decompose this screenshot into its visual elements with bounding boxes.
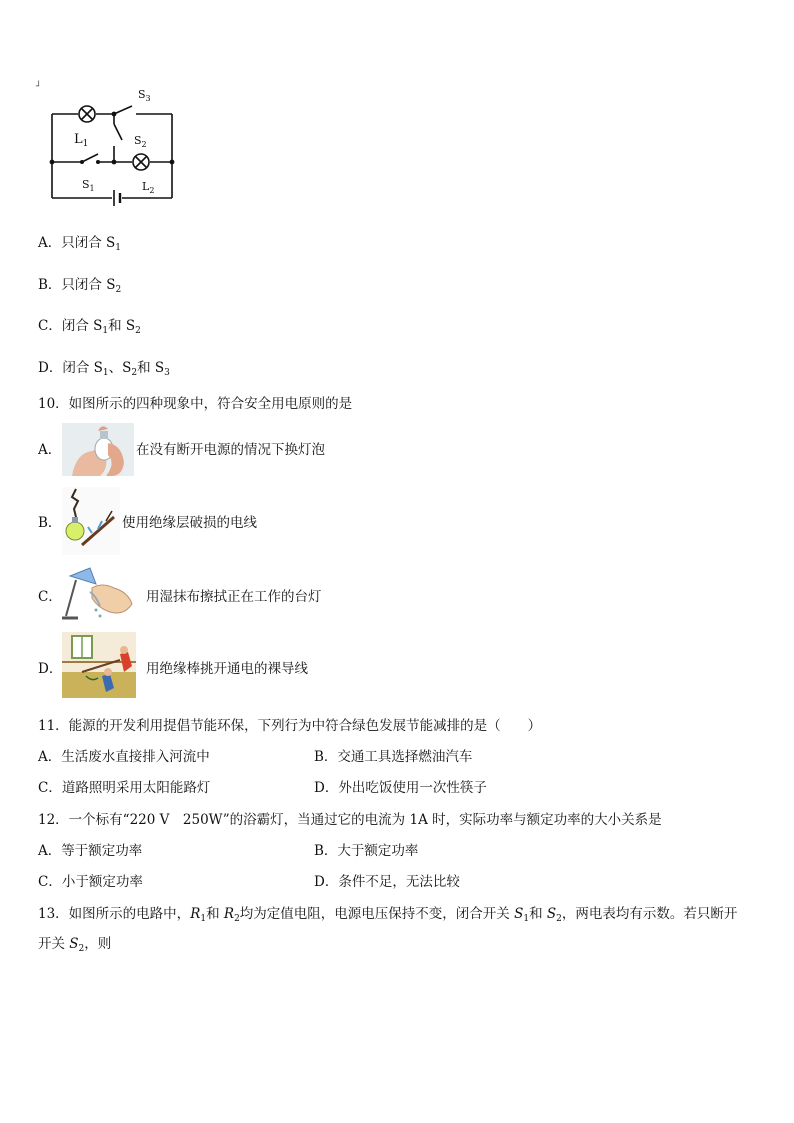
q12-option-a: A．等于额定功率	[38, 843, 143, 859]
q10-image-b-broken-wire	[62, 487, 120, 555]
q9-option-a: A．只闭合 $S_1$	[38, 235, 122, 253]
q11-stem: 11．能源的开发利用提倡节能环保，下列行为中符合绿色发展节能减排的是（ ）	[38, 718, 542, 734]
q10-option-d-text: 用绝缘棒挑开通电的裸导线	[146, 661, 308, 677]
label-L2: $L_2$	[142, 180, 155, 195]
q9-option-c: C．闭合 $S_1$和 $S_2$	[38, 318, 141, 336]
label-S3: $S_3$	[138, 88, 151, 103]
label-L1: $L_1$	[74, 132, 89, 149]
q12-option-d: D．条件不足，无法比较	[314, 874, 460, 890]
q9-option-b: B．只闭合 $S_2$	[38, 277, 122, 295]
q10-image-d-insulating-rod	[62, 632, 136, 698]
label-S2: $S_2$	[134, 134, 147, 149]
q12-stem: 12．一个标有“220 V 250W”的浴霸灯，当通过它的电流为 1A 时，实际功率与额定功率的大小关系是	[38, 812, 662, 828]
q13-stem-line2: 开关 $S_2$，则	[38, 936, 112, 954]
q10-option-a-text: 在没有断开电源的情况下换灯泡	[136, 442, 325, 458]
q9-option-d: D．闭合 $S_1$、$S_2$和 $S_3$	[38, 360, 170, 378]
q12-option-b: B．大于额定功率	[314, 843, 419, 859]
q10-option-c-text: 用湿抹布擦拭正在工作的台灯	[146, 589, 322, 605]
q10-image-c-desk-lamp	[62, 566, 134, 622]
q11-option-b: B．交通工具选择燃油汽车	[314, 749, 473, 765]
q10-option-c-letter: C．	[38, 589, 62, 605]
corner-mark: ┘	[36, 82, 42, 92]
q12-option-c: C．小于额定功率	[38, 874, 143, 890]
label-S1: $S_1$	[82, 178, 95, 193]
q10-option-b-text: 使用绝缘层破损的电线	[122, 515, 257, 531]
q10-option-a-letter: A．	[38, 442, 62, 458]
q11-option-a: A．生活废水直接排入河流中	[38, 749, 210, 765]
q10-stem: 10．如图所示的四种现象中，符合安全用电原则的是	[38, 396, 353, 412]
q13-stem-line1: 13．如图所示的电路中，$R_1$和 $R_2$均为定值电阻，电源电压保持不变，闭合开关 $S_1$和 $S_2$，两电表均有示数。若只断开	[38, 906, 738, 924]
q10-option-b-letter: B．	[38, 515, 62, 531]
q11-option-d: D．外出吃饭使用一次性筷子	[314, 780, 487, 796]
q10-option-d-letter: D．	[38, 661, 63, 677]
q10-image-a-bulb-hand	[62, 423, 134, 476]
q11-option-c: C．道路照明采用太阳能路灯	[38, 780, 211, 796]
circuit-svg	[34, 80, 184, 210]
circuit-diagram	[34, 80, 184, 210]
